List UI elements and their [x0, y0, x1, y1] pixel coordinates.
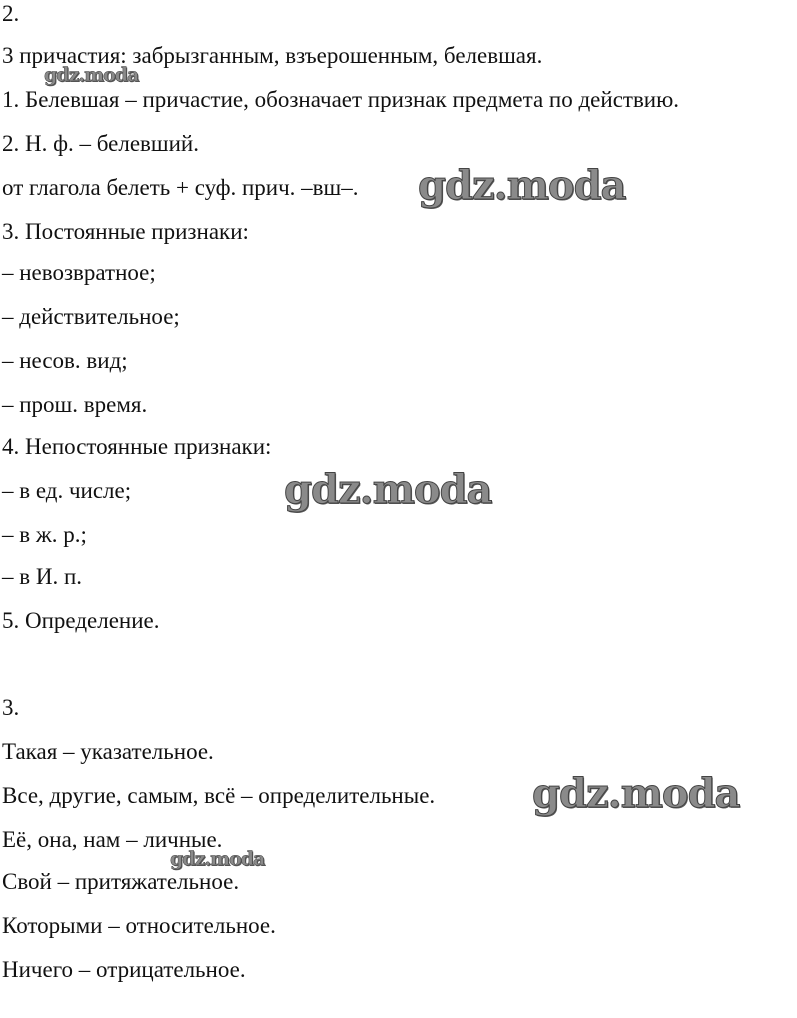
text-line: – в ед. числе; [2, 478, 132, 503]
text-line: Ничего – отрицательное. [2, 957, 246, 982]
text-line: 5. Определение. [2, 608, 160, 633]
watermark-logo: gdz.moda [170, 848, 265, 870]
watermark-logo: gdz.moda [44, 64, 139, 86]
watermark-logo: gdz.moda [532, 770, 740, 817]
text-line: Все, другие, самым, всё – определительные. [2, 783, 436, 808]
text-line: 3 причастия: забрызганным, взъерошенным, белевшая. [2, 43, 543, 68]
watermark-logo: gdz.moda [284, 466, 492, 513]
text-line: 4. Непостоянные признаки: [2, 434, 272, 459]
watermark-logo: gdz.moda [418, 162, 626, 209]
text-line: – прош. время. [2, 392, 148, 417]
text-line: – несов. вид; [2, 348, 128, 373]
text-line: от глагола белеть + суф. прич. –вш–. [2, 175, 359, 200]
text-line: Её, она, нам – личные. [2, 827, 223, 852]
section-2-number: 2. [2, 1, 20, 26]
text-line: Которыми – относительное. [2, 913, 276, 938]
text-line: Такая – указательное. [2, 739, 214, 764]
text-line: – действительное; [2, 304, 180, 329]
text-line: – в ж. р.; [2, 522, 87, 547]
text-line: Свой – притяжательное. [2, 869, 240, 894]
text-line: 2. Н. ф. – белевший. [2, 131, 199, 156]
text-line: 3. Постоянные признаки: [2, 219, 249, 244]
text-line: – невозвратное; [2, 260, 156, 285]
section-3-number: 3. [2, 695, 20, 720]
text-line: 1. Белевшая – причастие, обозначает признак предмета по действию. [2, 87, 680, 112]
text-line: – в И. п. [2, 564, 83, 589]
